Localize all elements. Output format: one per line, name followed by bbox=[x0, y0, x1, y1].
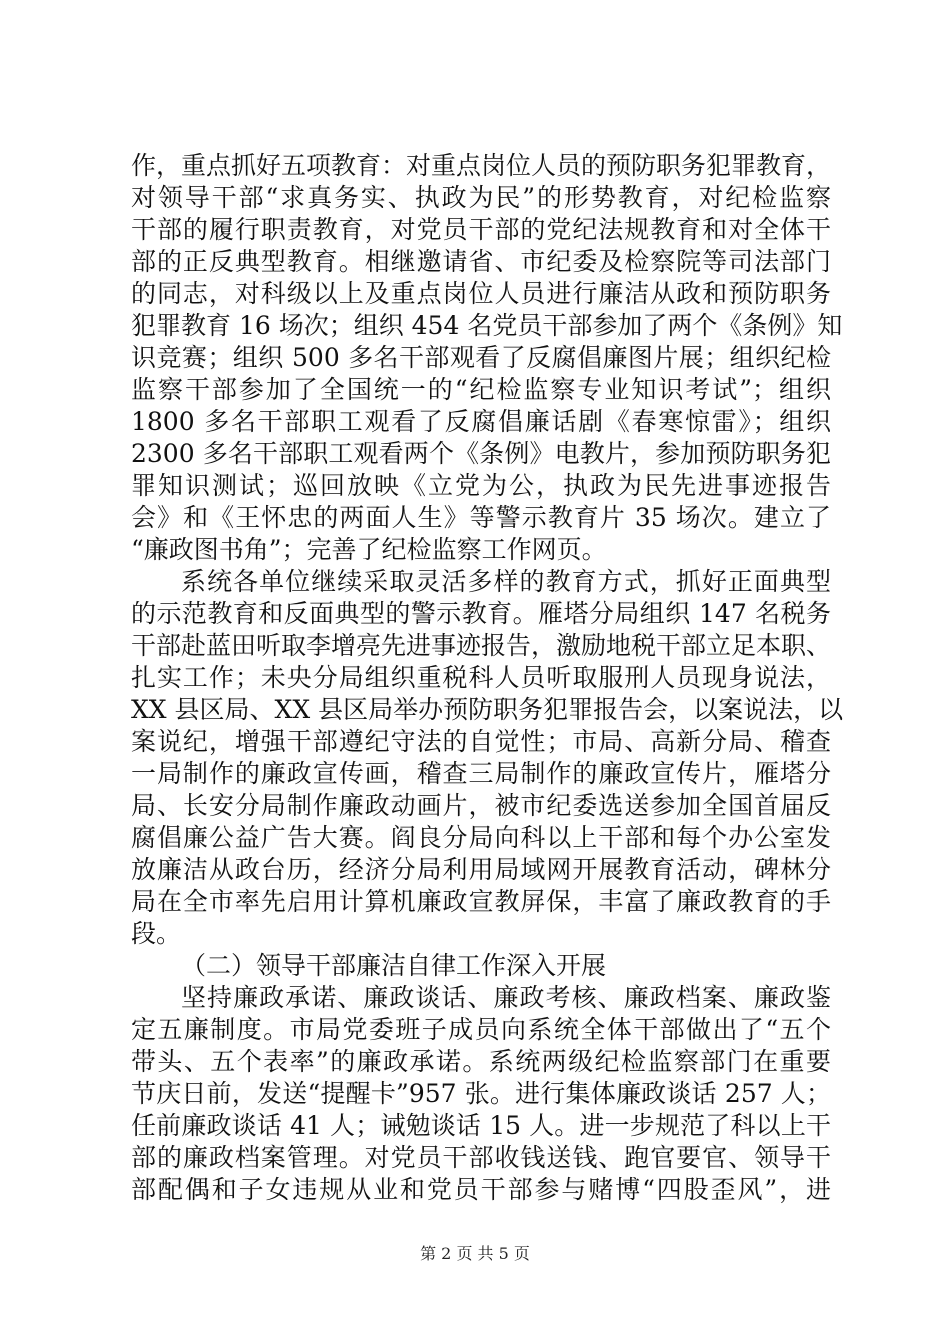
text-line: 作，重点抓好五项教育：对重点岗位人员的预防职务犯罪教育， bbox=[131, 151, 832, 180]
text-line: 监察干部参加了全国统一的“纪检监察专业知识考试”；组织 bbox=[131, 375, 831, 404]
text-line: 局在全市率先启用计算机廉政宣教屏保，丰富了廉政教育的手 bbox=[131, 887, 831, 916]
text-line: 部的正反典型教育。相继邀请省、市纪委及检察院等司法部门 bbox=[131, 247, 831, 276]
document-body bbox=[131, 150, 844, 1206]
text-line: 对领导干部“求真务实、执政为民”的形势教育，对纪检监察 bbox=[131, 183, 831, 212]
text-line: 干部赴蓝田听取李增亮先进事迹报告，激励地税干部立足本职、 bbox=[131, 631, 832, 660]
text-line: 的同志，对科级以上及重点岗位人员进行廉洁从政和预防职务 bbox=[131, 279, 831, 308]
text-line: XX 县区局、XX 县区局举办预防职务犯罪报告会，以案说法，以 bbox=[131, 695, 844, 724]
text-line: 会》和《王怀忠的两面人生》等警示教育片 35 场次。建立了 bbox=[131, 503, 831, 532]
text-line: “廉政图书角”；完善了纪检监察工作网页。 bbox=[131, 535, 607, 564]
page-footer: 第 2 页 共 5 页 bbox=[420, 1244, 530, 1263]
text-line: 系统各单位继续采取灵活多样的教育方式，抓好正面典型 bbox=[181, 567, 831, 596]
section-heading: （二）领导干部廉洁自律工作深入开展 bbox=[181, 951, 607, 980]
text-line: 扎实工作；未央分局组织重税科人员听取服刑人员现身说法， bbox=[131, 663, 831, 692]
text-line: 的示范教育和反面典型的警示教育。雁塔分局组织 147 名税务 bbox=[131, 599, 831, 628]
text-line: 带头、五个表率”的廉政承诺。系统两级纪检监察部门在重要 bbox=[131, 1047, 831, 1076]
text-line: 部的廉政档案管理。对党员干部收钱送钱、跑官要官、领导干 bbox=[131, 1143, 831, 1172]
text-line: 犯罪教育 16 场次；组织 454 名党员干部参加了两个《条例》知 bbox=[131, 311, 843, 340]
text-line: 罪知识测试；巡回放映《立党为公，执政为民先进事迹报告 bbox=[131, 471, 831, 500]
text-line: 局、长安分局制作廉政动画片，被市纪委选送参加全国首届反 bbox=[131, 791, 831, 820]
text-line: 识竞赛；组织 500 多名干部观看了反腐倡廉图片展；组织纪检 bbox=[131, 343, 831, 372]
text-line: 任前廉政谈话 41 人；诫勉谈话 15 人。进一步规范了科以上干 bbox=[131, 1111, 831, 1140]
text-line: 坚持廉政承诺、廉政谈话、廉政考核、廉政档案、廉政鉴 bbox=[181, 983, 831, 1012]
text-line: 1800 多名干部职工观看了反腐倡廉话剧《春寒惊雷》；组织 bbox=[131, 407, 831, 436]
paragraph-education bbox=[131, 150, 843, 566]
text-line: 放廉洁从政台历，经济分局利用局域网开展教育活动，碑林分 bbox=[131, 855, 831, 884]
text-line: 2300 多名干部职工观看两个《条例》电教片，参加预防职务犯 bbox=[131, 439, 831, 468]
text-line: 部配偶和子女违规从业和党员干部参与赌博“四股歪风”，进 bbox=[131, 1175, 831, 1204]
text-line: 腐倡廉公益广告大赛。阎良分局向科以上干部和每个办公室发 bbox=[131, 823, 831, 852]
text-line: 段。 bbox=[131, 919, 182, 948]
text-line: 定五廉制度。市局党委班子成员向系统全体干部做出了“五个 bbox=[131, 1015, 831, 1044]
text-line: 干部的履行职责教育，对党员干部的党纪法规教育和对全体干 bbox=[131, 215, 831, 244]
text-line: 节庆日前，发送“提醒卡”957 张。进行集体廉政谈话 257 人； bbox=[131, 1079, 831, 1108]
paragraph-self-discipline bbox=[131, 982, 831, 1206]
text-line: 案说纪，增强干部遵纪守法的自觉性；市局、高新分局、稽查 bbox=[131, 727, 831, 756]
paragraph-education-methods bbox=[131, 566, 844, 950]
text-line: 一局制作的廉政宣传画，稽查三局制作的廉政宣传片，雁塔分 bbox=[131, 759, 831, 788]
